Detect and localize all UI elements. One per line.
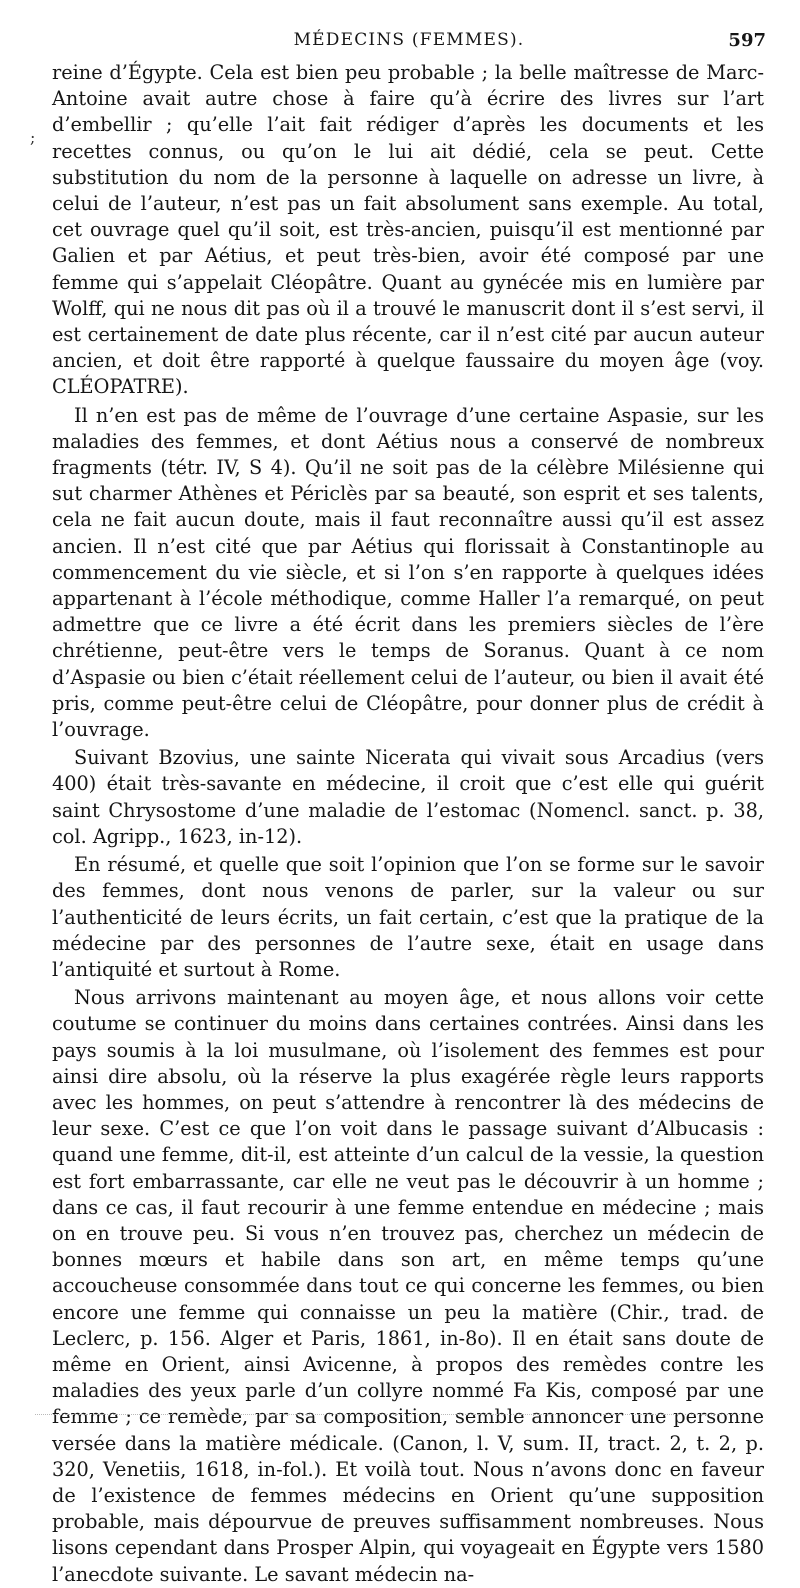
paragraph: Nous arrivons maintenant au moyen âge, et nous allons voir cette coutume se continuer du moins dans certaines contrées. Ainsi dans les pays soumis à la loi musulmane, où l’isolement des femmes est pour ainsi dire absolu, où la réserve la plus exagérée règle leurs rapports avec les hommes, on peut s’attendre à rencontrer là des médecins de leur sexe. C’est ce que l’on voit dans le passage suivant d’Albucasis : quand une femme, dit-il, est atteinte d’un calcul de la vessie, la question est fort embarrassante, car elle ne veut pas le découvrir à un homme ; dans ce cas, il faut recourir à une femme entendue en médecine ; mais on en trouve peu. Si vous n’en trouvez pas, cherchez un médecin de bonnes mœurs et habile dans son art, en même temps qu’une accoucheuse consommée dans tout ce qui concerne les femmes, ou bien encore une femme qui connaisse un peu la matière (Chir., trad. de Leclerc, p. 156. Alger et Paris, 1861, in-8o). Il en était sans doute de même en Orient, ainsi Avicenne, à propos des remèdes contre les maladies des yeux parle d’un collyre nommé Fa Kis, composé par une femme ; ce remède, par sa composition, semble annoncer une personne versée dans la matière médicale. (Canon, l. V, sum. II, tract. 2, t. 2, p. 320, Venetiis, 1618, in-fol.). Et voilà tout. Nous n’avons donc en faveur de l’existence de femmes médecins en Orient qu’une supposition probable, mais dépourvue de preuves suffisamment nombreuses. Nous lisons cependant dans Prosper Alpin, qui voyageait en Égypte vers 1580 l’anecdote suivante. Le savant médecin na- (52, 986, 764, 1586)
paragraph: En résumé, et quelle que soit l’opinion que l’on se forme sur le savoir des femmes, dont nous venons de parler, sur la valeur ou sur l’authenticité de leurs écrits, un fait certain, c’est que la pratique de la médecine par des personnes de l’autre sexe, était en usage dans l’antiquité et surtout à Rome. (52, 853, 764, 981)
page-number: 597 (728, 30, 766, 51)
paragraph: reine d’Égypte. Cela est bien peu probable ; la belle maîtresse de Marc-Antoine avait autre chose à faire qu’à écrire des livres sur l’art d’embellir ; qu’elle l’ait fait rédiger d’après les documents et les recettes connus, ou qu’on le lui ait dédié, cela se peut. Cette substitution du nom de la personne à laquelle on adresse un livre, à celui de l’auteur, n’est pas un fait absolument sans exemple. Au total, cet ouvrage quel qu’il soit, est très-ancien, puisqu’il est mentionné par Galien et par Aétius, et peut très-bien, avoir été composé par une femme qui s’appelait Cléopâtre. Quant au gynécée mis en lumière par Wolff, qui ne nous dit pas où il a trouvé le manuscrit dont il s’est servi, il est certainement de date plus récente, car il n’est cité par aucun auteur ancien, et doit être rapporté à quelque faussaire du moyen âge (voy. CLÉOPATRE). (52, 61, 764, 399)
page-bottom-rule (35, 1414, 740, 1417)
text-body (52, 60, 764, 1588)
running-title: MÉDECINS (FEMMES). (293, 30, 525, 50)
running-head (52, 30, 766, 56)
paragraph: Suivant Bzovius, une sainte Nicerata qui vivait sous Arcadius (vers 400) était très-savante en médecine, il croit que c’est elle qui guérit saint Chrysostome d’une maladie de l’estomac (Nomencl. sanct. p. 38, col. Agripp., 1623, in-12). (52, 746, 764, 848)
paragraph: Il n’en est pas de même de l’ouvrage d’une certaine Aspasie, sur les maladies des femmes, et dont Aétius nous a conservé de nombreux fragments (tétr. IV, S 4). Qu’il ne soit pas de la célèbre Milésienne qui sut charmer Athènes et Périclès par sa beauté, son esprit et ses talents, cela ne fait aucun doute, mais il faut reconnaître aussi qu’il est assez ancien. Il n’est cité que par Aétius qui florissait à Constantinople au commencement du vie siècle, et si l’on s’en rapporte à quelques idées appartenant à l’école méthodique, comme Haller l’a remarqué, on peut admettre que ce livre a été écrit dans les premiers siècles de l’ère chrétienne, peut-être vers le temps de Soranus. Quant à ce nom d’Aspasie ou bien c’était réellement celui de l’auteur, ou bien il avait été pris, comme peut-être celui de Cléopâtre, pour donner plus de crédit à l’ouvrage. (52, 403, 764, 742)
margin-mark: ; (30, 128, 36, 147)
